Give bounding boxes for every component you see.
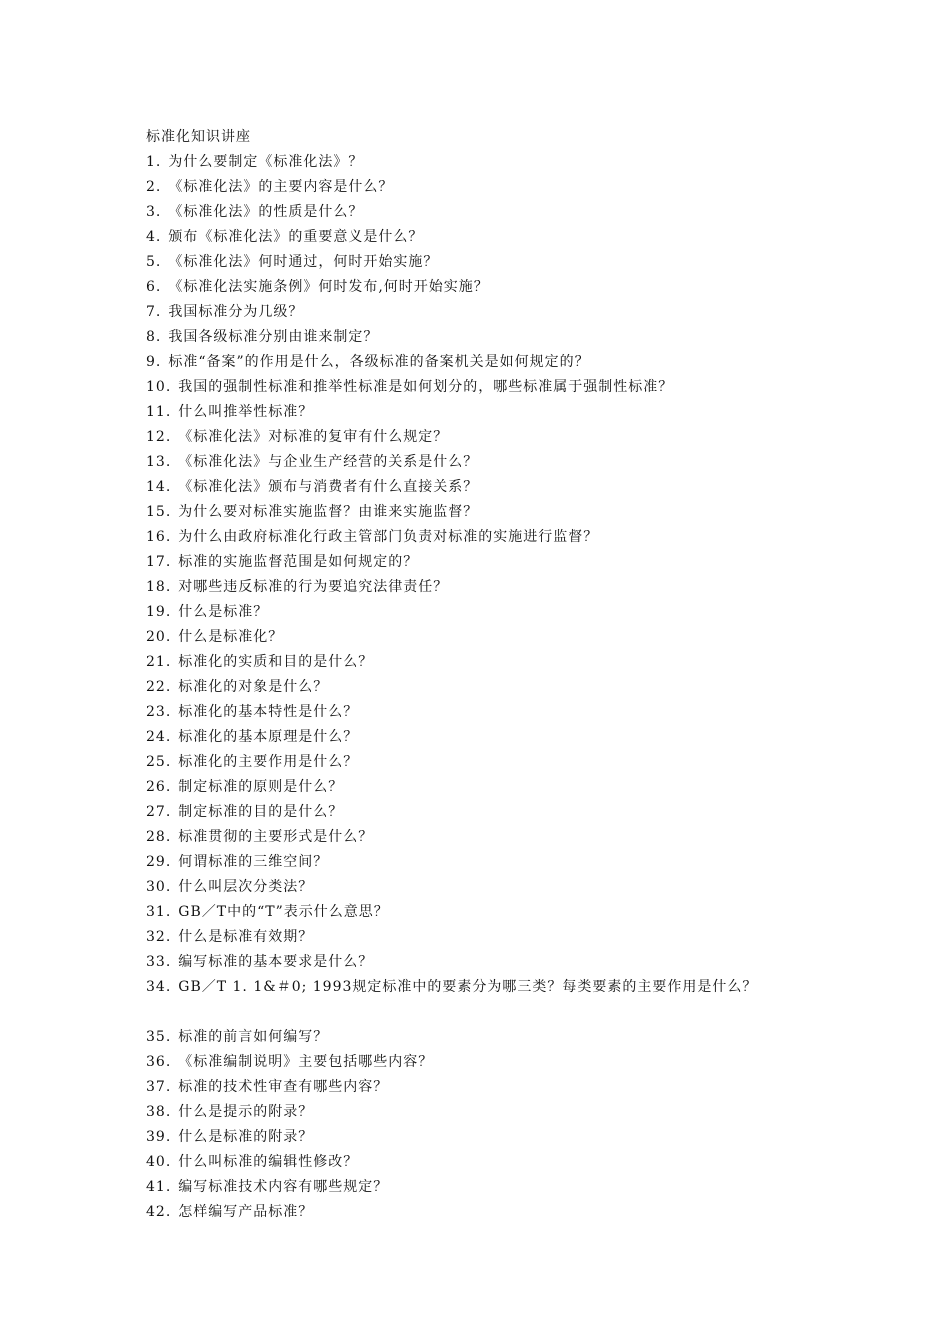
question-number: 2. [146,179,162,195]
question-item [146,975,936,1000]
question-text: 制定标准的原则是什么？ [178,779,344,795]
question-text: 什么是标准？ [178,604,269,620]
question-text: 标准化的主要作用是什么？ [178,754,359,770]
question-text: 《标准化法》对标准的复审有什么规定？ [178,429,449,445]
question-item [146,950,936,975]
question-text: 标准“备案”的作用是什么，各级标准的备案机关是如何规定的？ [168,354,590,370]
question-number: 40. [146,1154,172,1170]
question-text: 标准的实施监督范围是如何规定的？ [178,554,419,570]
question-number: 31. [146,904,172,920]
question-number: 27. [146,804,172,820]
question-number: 5. [146,254,162,270]
question-text: 《标准化法实施条例》何时发布,何时开始实施？ [168,279,489,295]
question-number: 20. [146,629,172,645]
question-item [146,200,936,225]
question-text: 《标准化法》颁布与消费者有什么直接关系？ [178,479,479,495]
question-number: 42. [146,1204,172,1220]
document-page [146,125,936,1225]
question-item [146,550,936,575]
question-number: 13. [146,454,172,470]
question-text: 什么是标准的附录？ [178,1129,314,1145]
question-number: 37. [146,1079,172,1095]
question-item [146,725,936,750]
question-text: 标准贯彻的主要形式是什么？ [178,829,374,845]
question-number: 36. [146,1054,172,1070]
question-text: 什么是提示的附录？ [178,1104,314,1120]
question-text: 标准化的基本特性是什么？ [178,704,359,720]
question-number: 10. [146,379,172,395]
question-item [146,1050,936,1075]
question-item [146,850,936,875]
question-text: 我国的强制性标准和推举性标准是如何划分的，哪些标准属于强制性标准？ [178,379,674,395]
question-item [146,150,936,175]
question-number: 4. [146,229,162,245]
question-list [146,150,936,1225]
question-text: 为什么要对标准实施监督？由谁来实施监督？ [178,504,479,520]
question-item [146,250,936,275]
question-number: 35. [146,1029,172,1045]
question-number: 26. [146,779,172,795]
question-item [146,1200,936,1225]
question-text: 编写标准的基本要求是什么？ [178,954,374,970]
question-text: 为什么要制定《标准化法》？ [168,154,364,170]
question-item [146,400,936,425]
question-text: 什么是标准有效期？ [178,929,314,945]
question-text: 标准化的基本原理是什么？ [178,729,359,745]
question-item [146,1075,936,1100]
question-item [146,500,936,525]
question-text: 为什么由政府标准化行政主管部门负责对标准的实施进行监督？ [178,529,599,545]
question-number: 19. [146,604,172,620]
question-item [146,425,936,450]
question-number: 1. [146,154,162,170]
question-number: 24. [146,729,172,745]
question-text: 我国各级标准分别由谁来制定？ [168,329,379,345]
question-number: 6. [146,279,162,295]
question-number: 7. [146,304,162,320]
question-text: 标准化的对象是什么？ [178,679,329,695]
question-item [146,600,936,625]
question-item [146,1175,936,1200]
blank-line [146,1000,936,1025]
question-text: GB／T 1. 1&＃0; 1993规定标准中的要素分为哪三类？每类要素的主要作用是什么？ [178,979,758,995]
question-item [146,775,936,800]
question-number: 38. [146,1104,172,1120]
question-number: 34. [146,979,172,995]
question-text: 《标准编制说明》主要包括哪些内容？ [178,1054,434,1070]
question-item [146,350,936,375]
question-item [146,575,936,600]
question-number: 39. [146,1129,172,1145]
question-text: 标准的技术性审查有哪些内容？ [178,1079,389,1095]
question-item [146,1125,936,1150]
question-item [146,650,936,675]
question-item [146,225,936,250]
question-item [146,525,936,550]
question-item [146,875,936,900]
question-number: 21. [146,654,172,670]
question-number: 23. [146,704,172,720]
question-item [146,1150,936,1175]
question-text: 标准化的实质和目的是什么？ [178,654,374,670]
question-text: 什么叫层次分类法？ [178,879,314,895]
question-text: 什么是标准化？ [178,629,284,645]
question-item [146,1025,936,1050]
question-item [146,625,936,650]
question-number: 14. [146,479,172,495]
question-text: 标准的前言如何编写？ [178,1029,329,1045]
question-item [146,1100,936,1125]
question-item [146,675,936,700]
question-text: 《标准化法》的主要内容是什么？ [168,179,394,195]
question-number: 32. [146,929,172,945]
question-item [146,700,936,725]
question-item [146,800,936,825]
question-text: 对哪些违反标准的行为要追究法律责任？ [178,579,449,595]
question-number: 15. [146,504,172,520]
question-number: 25. [146,754,172,770]
question-item [146,900,936,925]
question-number: 11. [146,404,172,420]
question-item [146,475,936,500]
question-text: 怎样编写产品标准？ [178,1204,314,1220]
question-text: 编写标准技术内容有哪些规定？ [178,1179,389,1195]
question-text: 《标准化法》与企业生产经营的关系是什么？ [178,454,479,470]
question-number: 17. [146,554,172,570]
question-text: 颁布《标准化法》的重要意义是什么？ [168,229,424,245]
question-number: 29. [146,854,172,870]
question-item [146,300,936,325]
question-number: 22. [146,679,172,695]
question-text: 《标准化法》何时通过，何时开始实施？ [168,254,439,270]
question-text: 制定标准的目的是什么？ [178,804,344,820]
question-item [146,375,936,400]
question-text: 何谓标准的三维空间？ [178,854,329,870]
question-item [146,325,936,350]
question-text: 什么叫标准的编辑性修改？ [178,1154,359,1170]
question-number: 12. [146,429,172,445]
question-text: GB／T中的“T”表示什么意思？ [178,904,389,920]
question-number: 41. [146,1179,172,1195]
question-number: 16. [146,529,172,545]
question-number: 3. [146,204,162,220]
question-number: 28. [146,829,172,845]
question-number: 8. [146,329,162,345]
document-title: 标准化知识讲座 [146,129,251,145]
question-text: 我国标准分为几级？ [168,304,304,320]
question-item [146,925,936,950]
question-number: 9. [146,354,162,370]
question-number: 30. [146,879,172,895]
question-text: 什么叫推举性标准？ [178,404,314,420]
question-item [146,750,936,775]
question-item [146,175,936,200]
question-number: 18. [146,579,172,595]
question-item [146,450,936,475]
question-item [146,825,936,850]
question-item [146,275,936,300]
question-text: 《标准化法》的性质是什么？ [168,204,364,220]
question-number: 33. [146,954,172,970]
